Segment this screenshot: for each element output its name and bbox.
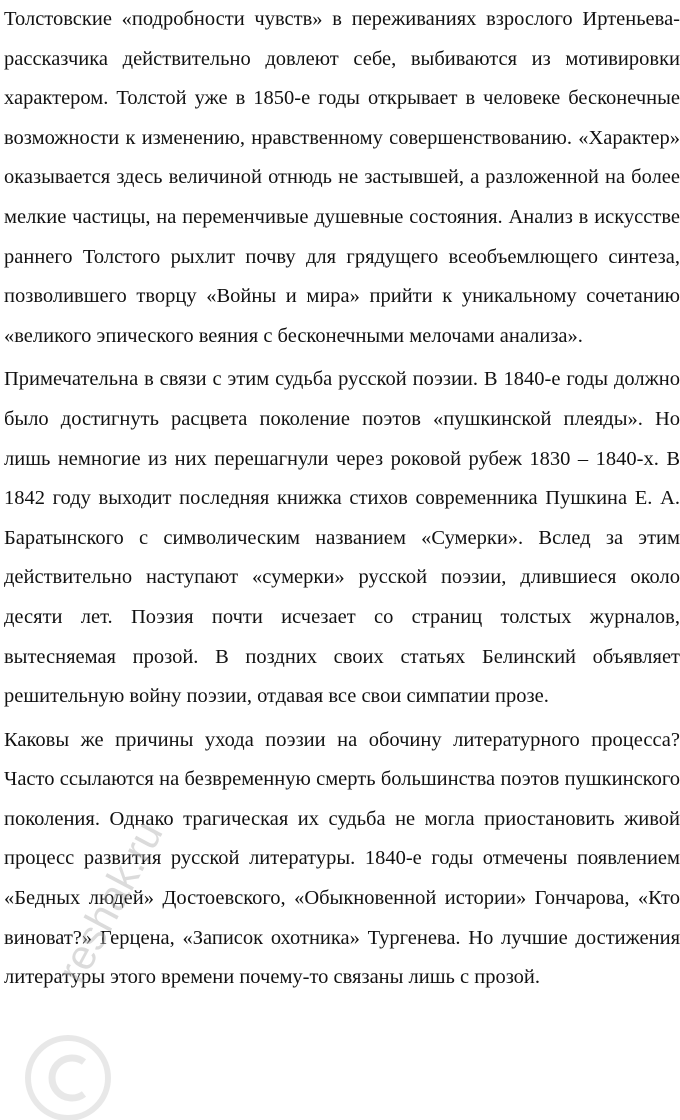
document-page	[4, 0, 680, 998]
paragraph-3: Каковы же причины ухода поэзии на обочину литературного процесса? Часто ссылаются на безвременную смерть большинства поэтов пушкинского поколения. Однако трагическая их судьба не могла приостановить живой процесс развития русской литературы. 1840-е годы отмечены появлением «Бедных людей» Достоевского, «Обыкновенной истории» Гончарова, «Кто виноват?» Герцена, «Записок охотника» Тургенева. Но лучшие достижения литературы этого времени почему-то связаны лишь с прозой.	[4, 728, 680, 989]
watermark-text: reshak.ru	[48, 813, 172, 991]
paragraph-1: Толстовские «подробности чувств» в переживаниях взрослого Иртеньева-рассказчика действительно довлеют себе, выбиваются из мотивировки характером. Толстой уже в 1850-е годы открывает в человеке бесконечные возможности к изменению, нравственному совершенствованию. «Характер» оказывается здесь величиной отнюдь не застывшей, а разложенной на более мелкие частицы, на переменчивые душевные состояния. Анализ в искусстве раннего Толстого рыхлит почву для грядущего всеобъемлющего синтеза, позволившего творцу «Войны и мира» прийти к уникальному сочетанию «великого эпического веяния с бесконечными мелочами анализа».	[4, 8, 680, 347]
paragraph-2: Примечательна в связи с этим судьба русской поэзии. В 1840-е годы должно было достигнуть расцвета поколение поэтов «пушкинской плеяды». Но лишь немногие из них перешагнули через роковой рубеж 1830 – 1840-х. В 1842 году выходит последняя книжка стихов современника Пушкина Е. А. Баратынского с символическим названием «Сумерки». Вслед за этим действительно наступают «сумерки» русской поэзии, длившиеся около десяти лет. Поэзия почти исчезает со страниц толстых журналов, вытесняемая прозой. В поздних своих статьях Белинский объявляет решительную войну поэзии, отдавая все свои симпатии прозе.	[4, 368, 680, 708]
copyright-watermark-icon	[16, 1000, 146, 1120]
